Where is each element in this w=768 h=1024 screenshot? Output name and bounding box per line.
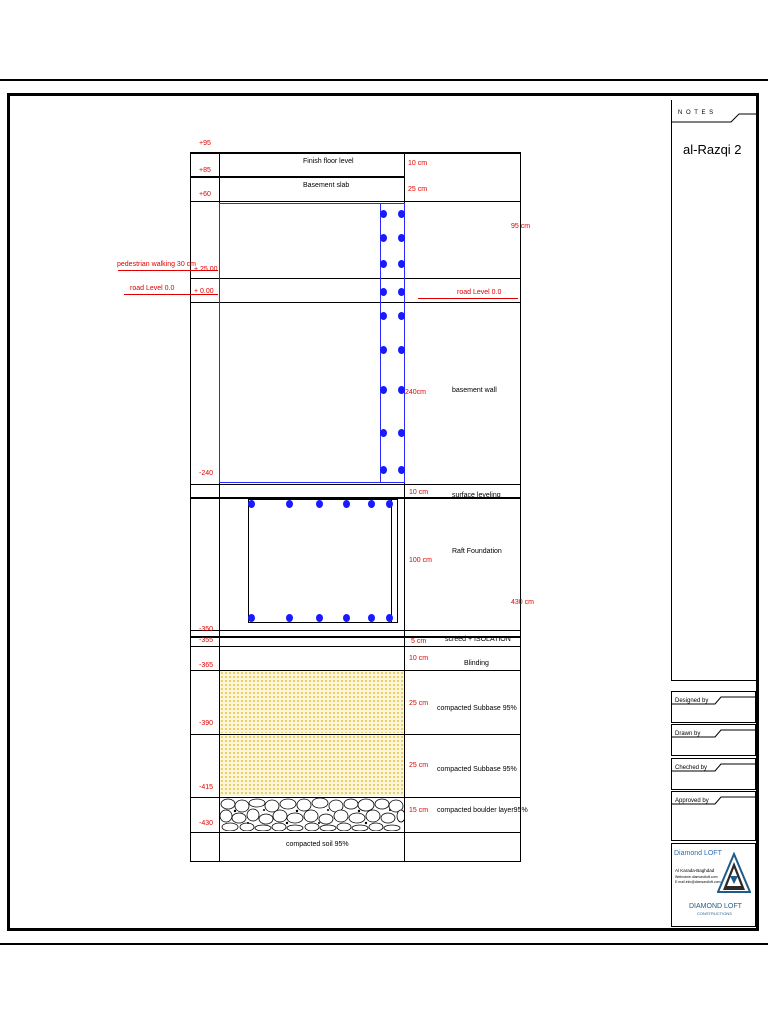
rebar-dot xyxy=(398,312,405,320)
rebar-dot xyxy=(316,500,323,508)
row-line-365a xyxy=(190,646,520,647)
approved-by-label: Approved by xyxy=(675,798,709,804)
rebar-dot xyxy=(380,260,387,268)
layer-label: compacted Subbase 95% xyxy=(437,705,517,712)
notes-panel xyxy=(671,100,757,681)
layer-label: Basement slab xyxy=(303,182,350,189)
thickness-label: 10 cm xyxy=(408,160,428,167)
thickness-label: 430 cm xyxy=(511,599,534,606)
row-line-95 xyxy=(190,152,520,154)
rebar-dot xyxy=(380,346,387,354)
road-level-label-left: road Level 0.0 xyxy=(130,285,175,292)
level-label: + 25.00 xyxy=(194,266,218,273)
level-label: -430 xyxy=(199,820,214,827)
level-label: -240 xyxy=(199,470,214,477)
level-label: -390 xyxy=(199,720,214,727)
rebar-dot xyxy=(380,386,387,394)
rebar-dot xyxy=(286,500,293,508)
rebar-dot xyxy=(368,500,375,508)
thickness-label: 25 cm xyxy=(408,186,428,193)
thickness-label: 25 cm xyxy=(409,700,429,707)
drawn-by-label: Drawn by xyxy=(675,731,701,737)
rebar-dot xyxy=(398,466,405,474)
rebar-dot xyxy=(398,260,405,268)
designed-by-label: Designed by xyxy=(675,698,709,704)
rebar-dot xyxy=(386,614,393,622)
wall-inner-face xyxy=(380,203,381,483)
row-line-430 xyxy=(190,832,520,833)
layer-label: compacted soil 95% xyxy=(286,841,349,848)
rebar-dot xyxy=(368,614,375,622)
level-label: -365 xyxy=(199,662,214,669)
row-line-240 xyxy=(190,484,520,485)
thickness-label: 240cm xyxy=(405,389,427,396)
layer-label: surface leveling xyxy=(452,492,501,499)
company-address: Al Karada-Baghdad xyxy=(675,868,715,873)
level-label: -350 xyxy=(199,626,214,633)
thickness-label: 95 cm xyxy=(511,223,531,230)
rebar-dot xyxy=(380,429,387,437)
raft-cage-inner xyxy=(391,499,392,623)
subbase-layer-1-fill xyxy=(220,671,404,733)
rebar-dot xyxy=(398,386,405,394)
level-label: +85 xyxy=(199,167,211,174)
rebar-dot xyxy=(398,346,405,354)
rebar-dot xyxy=(380,466,387,474)
rebar-dot xyxy=(248,614,255,622)
rebar-dot xyxy=(398,288,405,296)
rebar-dot xyxy=(380,288,387,296)
layer-label: Blinding xyxy=(464,660,489,667)
layer-label: screed + ISOLATION xyxy=(445,636,511,643)
rebar-dot xyxy=(286,614,293,622)
logo-text: DIAMOND LOFT xyxy=(689,903,742,910)
level-label: + 0.00 xyxy=(194,288,214,295)
section-far-right-edge xyxy=(520,152,521,862)
thickness-label: 25 cm xyxy=(409,762,429,769)
level-label: -355 xyxy=(199,637,214,644)
project-name: al-Razqi 2 xyxy=(683,142,742,157)
rebar-dot xyxy=(316,614,323,622)
layer-label: basement wall xyxy=(452,387,497,394)
thickness-label: 100 cm xyxy=(409,557,432,564)
layer-label: road Level 0.0 xyxy=(457,289,502,296)
thickness-label: 5 cm xyxy=(411,638,427,645)
layer-label: Finish floor level xyxy=(303,158,354,165)
layer-label: Raft Foundation xyxy=(452,548,502,555)
rebar-dot xyxy=(398,234,405,242)
logo-subtext: CONSTRUCTIONS xyxy=(697,911,732,916)
level-label: +95 xyxy=(199,140,211,147)
basement-wall-outline xyxy=(219,203,405,483)
rebar-dot xyxy=(343,500,350,508)
boulder-layer-fill xyxy=(220,798,404,831)
notes-header: N O T E S xyxy=(678,110,715,116)
raft-rebar-cage xyxy=(248,499,398,623)
rebar-dot xyxy=(380,210,387,218)
rebar-dot xyxy=(380,234,387,242)
company-web: Webname.diamondloft.com xyxy=(675,875,718,879)
level-label: +60 xyxy=(199,191,211,198)
thickness-label: 15 cm xyxy=(409,807,429,814)
thickness-label: 10 cm xyxy=(409,489,429,496)
row-line-bottom xyxy=(190,861,520,862)
layer-label: compacted Subbase 95% xyxy=(437,766,517,773)
layer-label: compacted boulder layer95% xyxy=(437,807,528,814)
company-email: E.mail.info@diamondloft.com xyxy=(675,880,721,884)
section-left-edge xyxy=(190,152,191,862)
rebar-dot xyxy=(398,429,405,437)
road-level-line-right xyxy=(418,298,518,299)
thickness-label: 10 cm xyxy=(409,655,429,662)
row-line-60 xyxy=(190,201,520,202)
rebar-dot xyxy=(386,500,393,508)
subbase-layer-2-fill xyxy=(220,735,404,796)
rebar-dot xyxy=(398,210,405,218)
rebar-dot xyxy=(343,614,350,622)
company-logo-icon xyxy=(717,852,751,894)
row-line-85 xyxy=(190,176,404,178)
level-label: -415 xyxy=(199,784,214,791)
rebar-dot xyxy=(248,500,255,508)
pedestrian-label: pedestrian walking 30 cm xyxy=(117,261,196,268)
rebar-dot xyxy=(380,312,387,320)
checked-by-label: Cheched by xyxy=(675,765,708,771)
company-name: Diamond LOFT xyxy=(674,850,722,857)
row-line-350 xyxy=(190,630,520,631)
